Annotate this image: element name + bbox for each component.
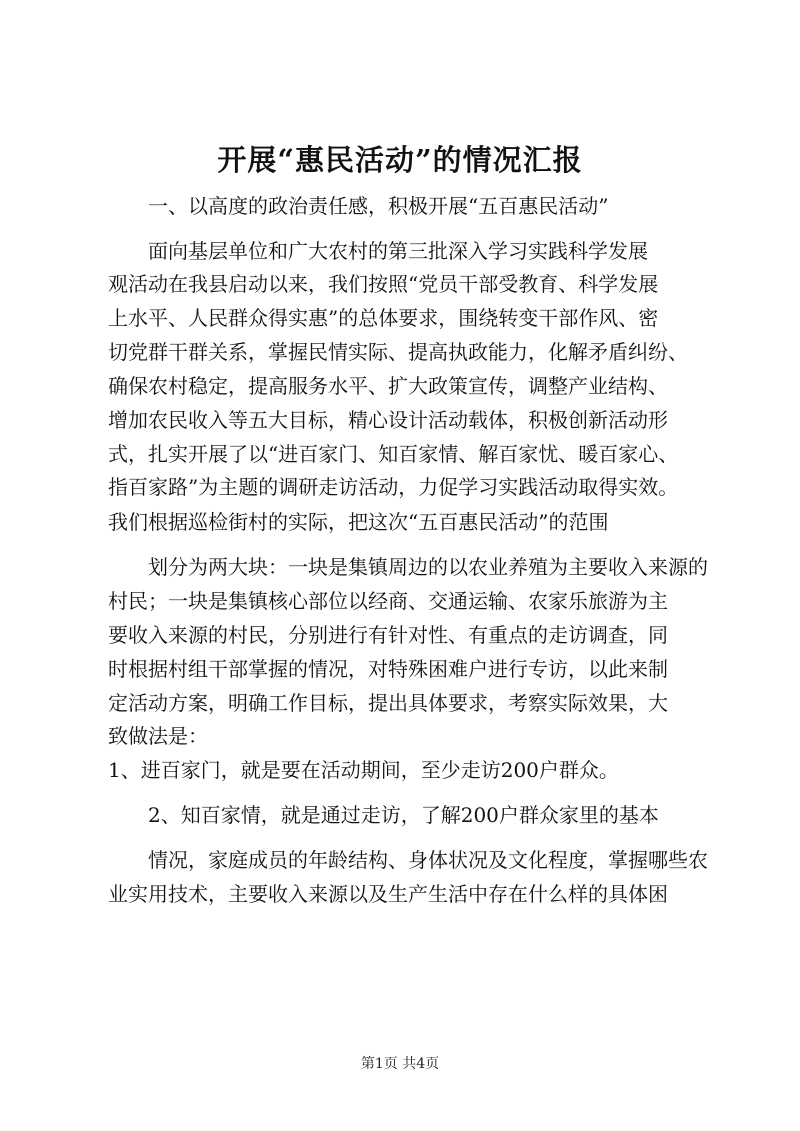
- paragraph-line: 业实用技术，主要收入来源以及生产生活中存在什么样的具体困: [108, 882, 668, 906]
- document-title: 开展“惠民活动”的情况汇报: [217, 143, 583, 177]
- paragraph-line: 村民；一块是集镇核心部位以经商、交通运输、农家乐旅游为主: [108, 589, 668, 613]
- paragraph-line: 时根据村组干部掌握的情况，对特殊困难户进行专访，以此来制: [108, 657, 668, 681]
- paragraph-line: 增加农民收入等五大目标，精心设计活动载体，积极创新活动形: [108, 408, 668, 432]
- paragraph-line: 要收入来源的村民，分别进行有针对性、有重点的走访调查，同: [108, 623, 668, 647]
- section-heading-1: 一、以高度的政治责任感，积极开展“五百惠民活动”: [148, 194, 609, 218]
- paragraph-line: 式，扎实开展了以“进百家门、知百家情、解百家忧、暖百家心、: [108, 442, 679, 466]
- page-number-footer: 第1页 共4页: [360, 1056, 440, 1072]
- paragraph-line: 确保农村稳定，提高服务水平、扩大政策宣传，调整产业结构、: [108, 374, 668, 398]
- paragraph-line: 指百家路”为主题的调研走访活动，力促学习实践活动取得实效。: [108, 475, 679, 499]
- paragraph-line: 致做法是：: [108, 724, 208, 748]
- paragraph-line: 上水平、人民群众得实惠”的总体要求，围绕转变干部作风、密: [108, 306, 659, 330]
- paragraph-line: 1、进百家门，就是要在活动期间，至少走访200户群众。: [108, 758, 619, 782]
- list-item-2: 情况，家庭成员的年龄结构、身体状况及文化程度，掌握哪些农: [148, 848, 708, 872]
- paragraph-line: 切党群干群关系，掌握民情实际、提高执政能力，化解矛盾纠纷、: [108, 340, 688, 364]
- paragraph-line: 观活动在我县启动以来，我们按照“党员干部受教育、科学发展: [108, 272, 659, 296]
- paragraph-line: 面向基层单位和广大农村的第三批深入学习实践科学发展: [148, 239, 648, 263]
- list-item-1: 2、知百家情，就是通过走访，了解200户群众家里的基本: [148, 803, 659, 827]
- paragraph-line: 我们根据巡检街村的实际，把这次“五百惠民活动”的范围: [108, 510, 609, 534]
- paragraph-line: 划分为两大块：一块是集镇周边的以农业养殖为主要收入来源的: [148, 555, 708, 579]
- paragraph-line: 定活动方案，明确工作目标，提出具体要求，考察实际效果，大: [108, 691, 668, 715]
